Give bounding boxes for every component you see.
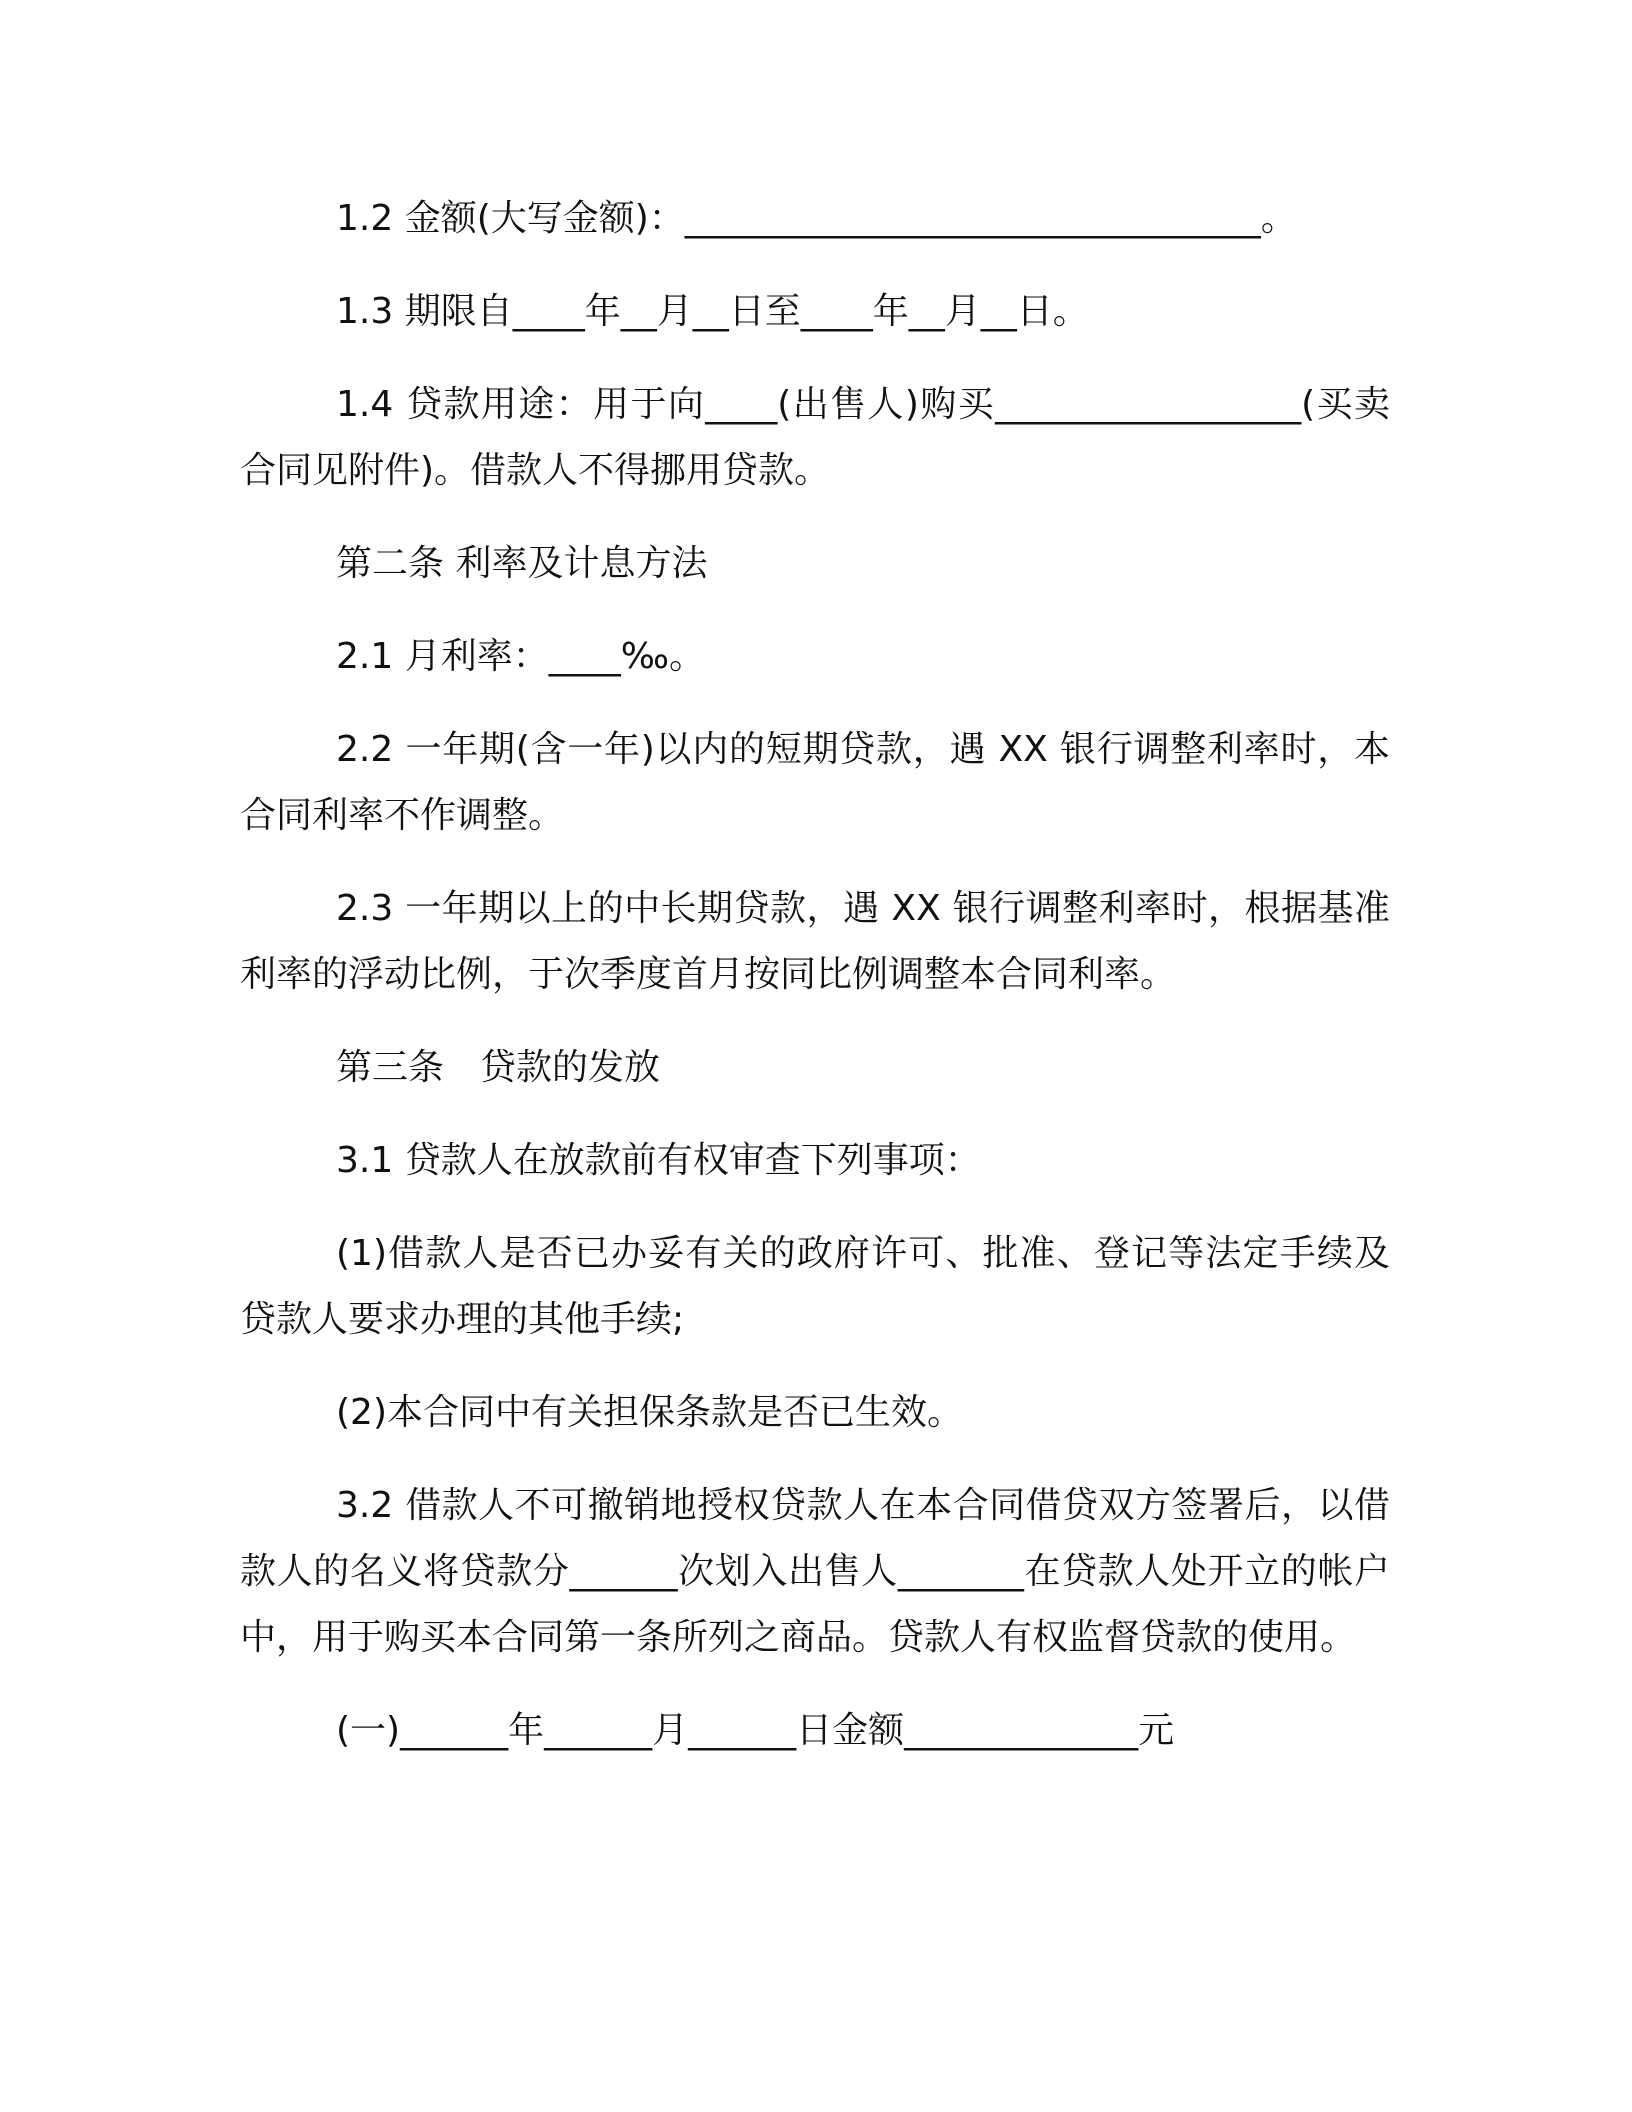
disbursement-line-1: (一)______年______月______日金额_____________元	[336, 1710, 1175, 1751]
clause-3-1-item-2: (2)本合同中有关担保条款是否已生效。	[336, 1392, 963, 1433]
clause-1-3-term: 1.3 期限自____年__月__日至____年__月__日。	[336, 291, 1089, 332]
clause-2-1-rate: 2.1 月利率：____‰。	[336, 636, 706, 677]
clause-1-2-amount: 1.2 金额(大写金额)：________________________________。	[336, 198, 1297, 239]
clause-1-4-purpose: 1.4 贷款用途：用于向____(出售人)购买_________________(买卖合同见附件)。借款人不得挪用贷款。	[240, 384, 1390, 491]
clause-2-2: 2.2 一年期(含一年)以内的短期贷款，遇 XX 银行调整利率时，本合同利率不作调整。	[240, 729, 1390, 836]
contract-body	[240, 186, 1390, 1791]
clause-2-3: 2.3 一年期以上的中长期贷款，遇 XX 银行调整利率时，根据基准利率的浮动比例，于次季度首月按同比例调整本合同利率。	[240, 888, 1390, 995]
clause-3-1: 3.1 贷款人在放款前有权审查下列事项：	[336, 1140, 981, 1181]
article-2-heading: 第二条 利率及计息方法	[336, 543, 708, 584]
clause-3-1-item-1: (1)借款人是否已办妥有关的政府许可、批准、登记等法定手续及贷款人要求办理的其他手续;	[240, 1233, 1390, 1340]
clause-3-2: 3.2 借款人不可撤销地授权贷款人在本合同借贷双方签署后，以借款人的名义将贷款分______次划入出售人_______在贷款人处开立的帐户中，用于购买本合同第一条所列之商品。贷款人有权监督贷款的使用。	[240, 1485, 1390, 1658]
article-3-heading: 第三条 贷款的发放	[336, 1047, 661, 1088]
